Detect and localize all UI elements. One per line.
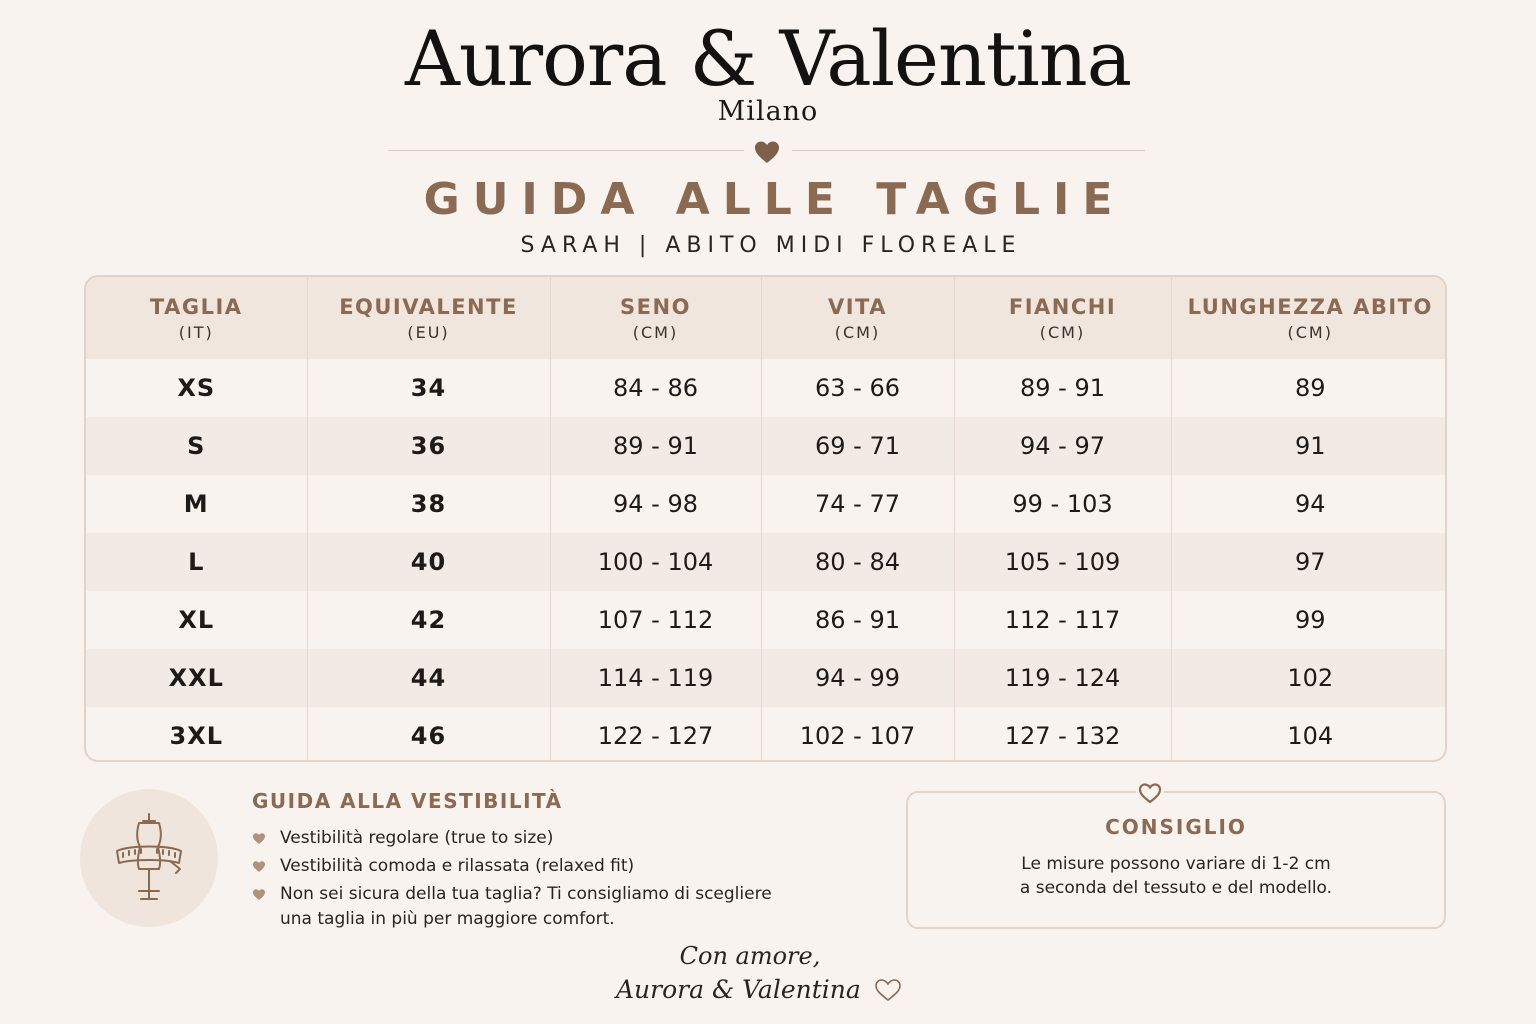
column-label: EQUIVALENTE <box>339 294 518 319</box>
heart-icon <box>753 139 781 165</box>
mannequin-icon <box>114 811 184 907</box>
column-header <box>761 277 954 359</box>
table-row <box>86 359 1447 417</box>
table-body <box>86 359 1447 762</box>
list-item <box>252 882 792 932</box>
eu-size-cell: 44 <box>307 649 550 707</box>
brand-name: Aurora & Valentina <box>404 14 1132 103</box>
size-cell: XL <box>86 591 307 649</box>
tip-line-2: a seconda del tessuto e del modello. <box>1019 878 1333 898</box>
column-unit: (CM) <box>632 322 679 342</box>
column-header <box>1171 277 1447 359</box>
waist-cell: 86 - 91 <box>761 591 954 649</box>
length-cell: 97 <box>1171 533 1447 591</box>
column-label: TAGLIA <box>149 294 243 319</box>
eu-size-cell: 40 <box>307 533 550 591</box>
table-row <box>86 417 1447 475</box>
hips-cell: 94 - 97 <box>954 417 1171 475</box>
column-header <box>550 277 761 359</box>
column-unit: (CM) <box>834 322 881 342</box>
length-cell: 99 <box>1294 606 1326 634</box>
waist-cell: 102 - 107 <box>761 707 954 762</box>
hips-cell: 105 - 109 <box>954 533 1171 591</box>
fit-icon-circle <box>80 789 218 927</box>
heart-outline-icon <box>1136 781 1164 805</box>
column-header <box>307 277 550 359</box>
size-table <box>84 275 1447 762</box>
table-row <box>86 591 1447 649</box>
eu-size-cell: 36 <box>307 417 550 475</box>
column-unit: (IT) <box>178 322 214 342</box>
bust-cell: 84 - 86 <box>550 359 761 417</box>
length-cell: 104 <box>1287 722 1334 750</box>
hips-cell: 119 - 124 <box>954 649 1171 707</box>
column-label: LUNGHEZZA ABITO <box>1187 294 1433 319</box>
page-title: GUIDA ALLE TAGLIE <box>423 174 1126 225</box>
hips-cell: 89 - 91 <box>954 359 1171 417</box>
column-label: VITA <box>827 294 887 319</box>
tip-line-1: Le misure possono variare di 1-2 cm <box>1021 854 1331 874</box>
column-unit: (CM) <box>1287 322 1333 342</box>
signature-line-1: Con amore, <box>679 942 821 970</box>
length-cell: 91 <box>1171 417 1447 475</box>
bust-cell: 89 - 91 <box>550 417 761 475</box>
waist-cell: 74 - 77 <box>761 475 954 533</box>
bust-cell: 94 - 98 <box>550 475 761 533</box>
heart-icon <box>252 832 266 845</box>
brand-city: Milano <box>717 96 819 127</box>
size-cell: L <box>86 533 307 591</box>
divider-right <box>792 150 1145 151</box>
product-subtitle: SARAH | ABITO MIDI FLOREALE <box>520 233 1022 258</box>
size-cell: 3XL <box>86 707 307 762</box>
tip-text <box>906 852 1446 900</box>
eu-size-cell: 46 <box>307 707 550 762</box>
divider-left <box>388 150 744 151</box>
hips-cell: 99 - 103 <box>954 475 1171 533</box>
column-label: FIANCHI <box>1008 294 1117 319</box>
table-row <box>86 649 1447 707</box>
column-header <box>954 277 1171 359</box>
table-header <box>86 277 1447 359</box>
bust-cell: 107 - 112 <box>550 591 761 649</box>
eu-size-cell: 38 <box>307 475 550 533</box>
size-cell: M <box>86 475 307 533</box>
heart-outline-icon <box>873 977 903 1003</box>
table-row <box>86 475 1447 533</box>
size-cell: S <box>86 417 307 475</box>
tip-title: CONSIGLIO <box>1105 815 1247 839</box>
waist-cell: 94 - 99 <box>761 649 954 707</box>
waist-cell: 80 - 84 <box>761 533 954 591</box>
table-row <box>86 707 1447 762</box>
bust-cell: 114 - 119 <box>550 649 761 707</box>
list-item <box>252 826 792 851</box>
signature-line-2: Aurora & Valentina <box>616 975 861 1004</box>
eu-size-cell: 34 <box>307 359 550 417</box>
eu-size-cell: 42 <box>307 591 550 649</box>
length-cell: 102 <box>1171 649 1447 707</box>
fit-item-text: Vestibilità regolare (true to size) <box>280 828 554 848</box>
waist-cell: 63 - 66 <box>761 359 954 417</box>
list-item <box>252 854 792 879</box>
fit-item-text: Vestibilità comoda e rilassata (relaxed fit) <box>280 856 635 876</box>
length-cell: 94 <box>1294 490 1326 518</box>
heart-icon <box>252 860 266 873</box>
bust-cell: 100 - 104 <box>550 533 761 591</box>
length-cell: 89 <box>1294 374 1326 402</box>
column-label: SENO <box>620 294 691 319</box>
bust-cell: 122 - 127 <box>550 707 761 762</box>
column-unit: (CM) <box>1039 322 1086 342</box>
size-cell: XS <box>86 359 307 417</box>
fit-guide-title: GUIDA ALLA VESTIBILITÀ <box>252 789 563 813</box>
fit-item-text: Non sei sicura della tua taglia? Ti consigliamo di scegliere una taglia in più per maggiore comfort. <box>280 884 772 929</box>
waist-cell: 69 - 71 <box>761 417 954 475</box>
fit-guide-list <box>252 826 792 935</box>
heart-icon <box>252 888 266 901</box>
column-header <box>86 277 307 359</box>
hips-cell: 127 - 132 <box>954 707 1171 762</box>
hips-cell: 112 - 117 <box>954 591 1171 649</box>
table-row <box>86 533 1447 591</box>
size-cell: XXL <box>86 649 307 707</box>
column-unit: (EU) <box>407 322 450 342</box>
